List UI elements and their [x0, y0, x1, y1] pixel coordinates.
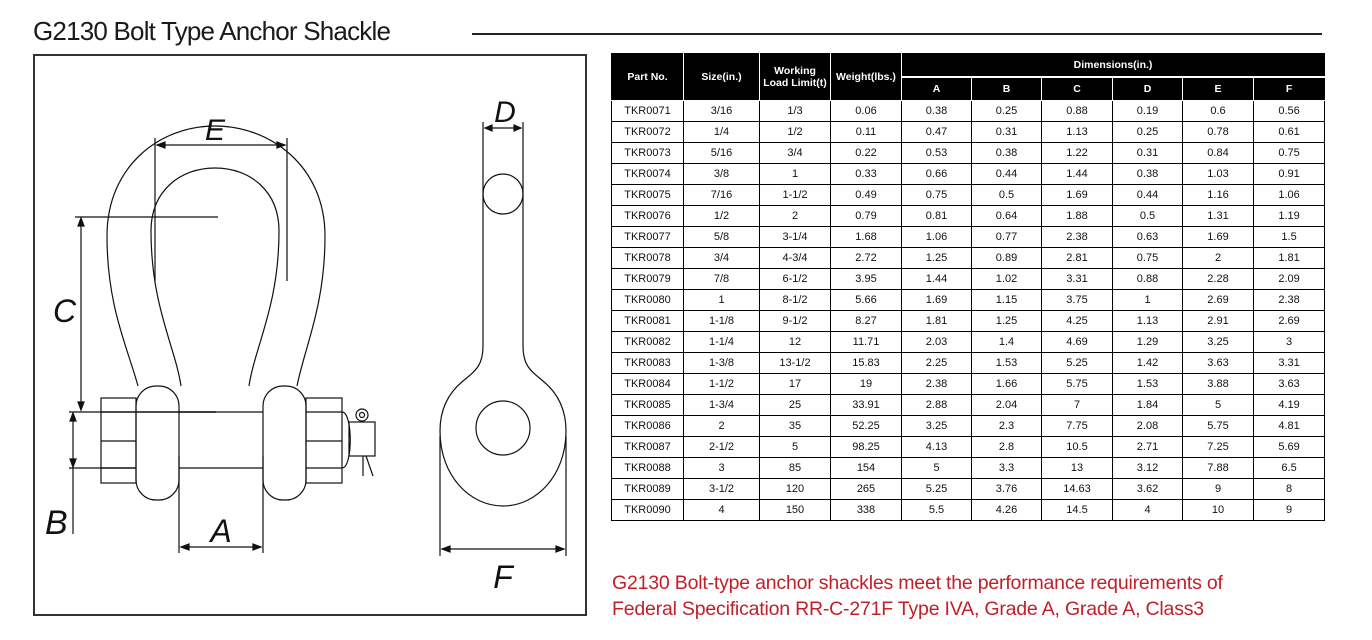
table-row: [612, 290, 1325, 311]
cell-working-load-limit: 3/4: [760, 143, 831, 164]
cell-dim-b: 0.77: [972, 227, 1042, 248]
header-wll-line1: Working: [774, 64, 816, 77]
cell-working-load-limit: 17: [760, 374, 831, 395]
cell-dim-e: 1.69: [1183, 227, 1254, 248]
cell-dim-a: 0.75: [902, 185, 972, 206]
cell-part-no: TKR0078: [612, 248, 684, 269]
header-working-load-limit: [760, 53, 831, 101]
table-row: [612, 269, 1325, 290]
cell-part-no: TKR0080: [612, 290, 684, 311]
cell-working-load-limit: 120: [760, 479, 831, 500]
cell-dim-f: 8: [1254, 479, 1325, 500]
cell-dim-f: 3.63: [1254, 374, 1325, 395]
cell-dim-b: 1.66: [972, 374, 1042, 395]
cell-weight: 0.33: [831, 164, 902, 185]
table-row: [612, 311, 1325, 332]
cell-dim-a: 5.25: [902, 479, 972, 500]
cell-part-no: TKR0081: [612, 311, 684, 332]
cell-dim-f: 1.19: [1254, 206, 1325, 227]
header-dim-b: B: [972, 77, 1042, 101]
table-row: [612, 500, 1325, 521]
table-row: [612, 101, 1325, 122]
cell-dim-f: 0.75: [1254, 143, 1325, 164]
cell-working-load-limit: 1: [760, 164, 831, 185]
cell-dim-a: 2.38: [902, 374, 972, 395]
cell-dim-f: 3: [1254, 332, 1325, 353]
svg-text:B: B: [45, 504, 68, 542]
header-dimensions: Dimensions(in.): [902, 53, 1325, 77]
dimension-a: [179, 456, 263, 553]
cell-dim-c: 14.5: [1042, 500, 1113, 521]
cell-weight: 15.83: [831, 353, 902, 374]
cell-dim-b: 2.04: [972, 395, 1042, 416]
cell-dim-d: 1.53: [1113, 374, 1183, 395]
cell-dim-a: 2.25: [902, 353, 972, 374]
cell-part-no: TKR0079: [612, 269, 684, 290]
cell-size: 7/16: [684, 185, 760, 206]
cell-working-load-limit: 12: [760, 332, 831, 353]
table-row: [612, 185, 1325, 206]
cell-weight: 3.95: [831, 269, 902, 290]
cell-dim-c: 1.88: [1042, 206, 1113, 227]
table-row: [612, 437, 1325, 458]
cell-size: 2-1/2: [684, 437, 760, 458]
cell-size: 5/16: [684, 143, 760, 164]
cell-dim-d: 0.19: [1113, 101, 1183, 122]
cell-dim-b: 1.25: [972, 311, 1042, 332]
cell-dim-e: 0.78: [1183, 122, 1254, 143]
cell-dim-a: 5.5: [902, 500, 972, 521]
cell-weight: 0.22: [831, 143, 902, 164]
cell-dim-b: 0.25: [972, 101, 1042, 122]
cell-dim-a: 0.81: [902, 206, 972, 227]
cell-dim-b: 0.89: [972, 248, 1042, 269]
cell-dim-f: 3.31: [1254, 353, 1325, 374]
table-row: [612, 227, 1325, 248]
header-dim-c: C: [1042, 77, 1113, 101]
table-row: [612, 248, 1325, 269]
cell-working-load-limit: 85: [760, 458, 831, 479]
cell-size: 3/16: [684, 101, 760, 122]
cell-dim-f: 0.91: [1254, 164, 1325, 185]
cell-dim-d: 0.5: [1113, 206, 1183, 227]
title-divider: [472, 33, 1322, 35]
header-wll-line2: Load Limit(t): [763, 76, 827, 89]
cell-dim-e: 5.75: [1183, 416, 1254, 437]
cell-dim-a: 0.66: [902, 164, 972, 185]
cell-size: 1/4: [684, 122, 760, 143]
cell-dim-c: 2.38: [1042, 227, 1113, 248]
cell-dim-e: 1.03: [1183, 164, 1254, 185]
cell-part-no: TKR0083: [612, 353, 684, 374]
header-dim-a: A: [902, 77, 972, 101]
cell-dim-d: 1.29: [1113, 332, 1183, 353]
cell-part-no: TKR0089: [612, 479, 684, 500]
cell-dim-d: 0.75: [1113, 248, 1183, 269]
cell-dim-b: 0.44: [972, 164, 1042, 185]
header-dim-d: D: [1113, 77, 1183, 101]
cell-weight: 338: [831, 500, 902, 521]
cell-dim-c: 2.81: [1042, 248, 1113, 269]
cell-dim-c: 1.22: [1042, 143, 1113, 164]
cell-dim-d: 3.12: [1113, 458, 1183, 479]
cell-dim-b: 0.5: [972, 185, 1042, 206]
cell-working-load-limit: 5: [760, 437, 831, 458]
table-row: [612, 122, 1325, 143]
cell-dim-c: 5.75: [1042, 374, 1113, 395]
cell-dim-f: 4.19: [1254, 395, 1325, 416]
header-dim-f: F: [1254, 77, 1325, 101]
cell-part-no: TKR0073: [612, 143, 684, 164]
cell-dim-c: 3.75: [1042, 290, 1113, 311]
cell-working-load-limit: 4-3/4: [760, 248, 831, 269]
cell-dim-d: 0.44: [1113, 185, 1183, 206]
cell-weight: 2.72: [831, 248, 902, 269]
cell-size: 1-1/2: [684, 374, 760, 395]
cell-part-no: TKR0084: [612, 374, 684, 395]
cell-dim-a: 0.47: [902, 122, 972, 143]
cell-dim-b: 1.02: [972, 269, 1042, 290]
cell-weight: 0.79: [831, 206, 902, 227]
table-row: [612, 374, 1325, 395]
cell-dim-b: 3.76: [972, 479, 1042, 500]
cell-dim-e: 2.91: [1183, 311, 1254, 332]
cell-size: 1-1/4: [684, 332, 760, 353]
cell-part-no: TKR0076: [612, 206, 684, 227]
cell-weight: 0.49: [831, 185, 902, 206]
cell-dim-d: 1: [1113, 290, 1183, 311]
shackle-technical-drawing: [33, 54, 587, 616]
cell-dim-f: 9: [1254, 500, 1325, 521]
cell-dim-b: 4.26: [972, 500, 1042, 521]
cell-dim-b: 0.38: [972, 143, 1042, 164]
cell-dim-d: 0.63: [1113, 227, 1183, 248]
table-row: [612, 458, 1325, 479]
svg-text:E: E: [204, 114, 226, 147]
shackle-front-view: [101, 126, 375, 500]
cell-dim-e: 2.69: [1183, 290, 1254, 311]
cell-size: 4: [684, 500, 760, 521]
cell-dim-d: 1.84: [1113, 395, 1183, 416]
note-line-1: G2130 Bolt-type anchor shackles meet the performance requirements of: [612, 572, 1223, 594]
cell-dim-f: 1.81: [1254, 248, 1325, 269]
cell-dim-e: 9: [1183, 479, 1254, 500]
header-part-no: Part No.: [612, 53, 684, 101]
cell-dim-d: 0.25: [1113, 122, 1183, 143]
cell-dim-e: 3.88: [1183, 374, 1254, 395]
cell-part-no: TKR0075: [612, 185, 684, 206]
cell-working-load-limit: 6-1/2: [760, 269, 831, 290]
cell-dim-f: 2.69: [1254, 311, 1325, 332]
cell-dim-f: 2.09: [1254, 269, 1325, 290]
cell-size: 3-1/2: [684, 479, 760, 500]
cell-weight: 154: [831, 458, 902, 479]
table-row: [612, 395, 1325, 416]
cell-dim-b: 0.64: [972, 206, 1042, 227]
cell-dim-d: 2.71: [1113, 437, 1183, 458]
header-dim-e: E: [1183, 77, 1254, 101]
cell-dim-d: 0.31: [1113, 143, 1183, 164]
cell-weight: 1.68: [831, 227, 902, 248]
cell-size: 1: [684, 290, 760, 311]
cell-dim-c: 4.69: [1042, 332, 1113, 353]
cell-dim-e: 2: [1183, 248, 1254, 269]
cell-dim-a: 0.38: [902, 101, 972, 122]
cell-dim-e: 0.84: [1183, 143, 1254, 164]
cell-dim-a: 4.13: [902, 437, 972, 458]
cell-dim-f: 2.38: [1254, 290, 1325, 311]
cell-dim-d: 4: [1113, 500, 1183, 521]
cell-part-no: TKR0087: [612, 437, 684, 458]
cell-dim-b: 3.3: [972, 458, 1042, 479]
shackle-side-view: [440, 96, 566, 595]
cell-part-no: TKR0085: [612, 395, 684, 416]
cell-dim-e: 5: [1183, 395, 1254, 416]
cell-size: 1/2: [684, 206, 760, 227]
cell-dim-e: 1.31: [1183, 206, 1254, 227]
cell-weight: 11.71: [831, 332, 902, 353]
cell-dim-a: 2.88: [902, 395, 972, 416]
cell-size: 1-3/8: [684, 353, 760, 374]
cell-dim-c: 3.31: [1042, 269, 1113, 290]
cell-working-load-limit: 150: [760, 500, 831, 521]
table-row: [612, 353, 1325, 374]
cell-size: 3/4: [684, 248, 760, 269]
table-row: [612, 143, 1325, 164]
cell-dim-d: 1.13: [1113, 311, 1183, 332]
cell-dim-c: 1.13: [1042, 122, 1113, 143]
cell-dim-b: 0.31: [972, 122, 1042, 143]
cell-dim-a: 1.44: [902, 269, 972, 290]
cell-weight: 52.25: [831, 416, 902, 437]
cell-dim-a: 1.06: [902, 227, 972, 248]
cell-dim-b: 1.4: [972, 332, 1042, 353]
cell-dim-c: 4.25: [1042, 311, 1113, 332]
table-row: [612, 164, 1325, 185]
cell-dim-b: 2.8: [972, 437, 1042, 458]
cell-dim-e: 0.6: [1183, 101, 1254, 122]
cell-part-no: TKR0082: [612, 332, 684, 353]
table-row: [612, 416, 1325, 437]
cell-dim-c: 10.5: [1042, 437, 1113, 458]
cell-weight: 265: [831, 479, 902, 500]
cell-working-load-limit: 25: [760, 395, 831, 416]
cell-working-load-limit: 8-1/2: [760, 290, 831, 311]
cell-part-no: TKR0086: [612, 416, 684, 437]
cell-working-load-limit: 13-1/2: [760, 353, 831, 374]
cell-size: 3/8: [684, 164, 760, 185]
cell-dim-c: 5.25: [1042, 353, 1113, 374]
cell-dim-c: 0.88: [1042, 101, 1113, 122]
header-weight: Weight(lbs.): [831, 53, 902, 101]
svg-text:A: A: [210, 513, 232, 549]
svg-text:F: F: [493, 559, 513, 595]
cell-weight: 98.25: [831, 437, 902, 458]
cell-dim-b: 1.15: [972, 290, 1042, 311]
cell-part-no: TKR0072: [612, 122, 684, 143]
cell-dim-f: 1.5: [1254, 227, 1325, 248]
header-size: Size(in.): [684, 53, 760, 101]
cell-dim-c: 7: [1042, 395, 1113, 416]
table-row: [612, 479, 1325, 500]
cell-working-load-limit: 3-1/4: [760, 227, 831, 248]
svg-text:D: D: [494, 96, 516, 129]
cell-dim-e: 3.25: [1183, 332, 1254, 353]
cell-size: 1-1/8: [684, 311, 760, 332]
table-row: [612, 206, 1325, 227]
cell-part-no: TKR0071: [612, 101, 684, 122]
cell-dim-c: 13: [1042, 458, 1113, 479]
cell-size: 2: [684, 416, 760, 437]
cell-dim-a: 3.25: [902, 416, 972, 437]
dimension-b: [45, 412, 101, 542]
cell-size: 7/8: [684, 269, 760, 290]
cell-dim-e: 2.28: [1183, 269, 1254, 290]
cell-dim-e: 7.25: [1183, 437, 1254, 458]
cell-dim-a: 1.69: [902, 290, 972, 311]
cell-working-load-limit: 1-1/2: [760, 185, 831, 206]
note-line-2: Federal Specification RR-C-271F Type IVA, Grade A, Grade A, Class3: [612, 598, 1204, 620]
specification-table: [611, 53, 1325, 521]
cell-weight: 33.91: [831, 395, 902, 416]
table-row: [612, 332, 1325, 353]
cell-dim-f: 1.06: [1254, 185, 1325, 206]
cell-dim-b: 2.3: [972, 416, 1042, 437]
cell-dim-e: 10: [1183, 500, 1254, 521]
cell-dim-e: 1.16: [1183, 185, 1254, 206]
cell-part-no: TKR0088: [612, 458, 684, 479]
cell-working-load-limit: 2: [760, 206, 831, 227]
cell-dim-a: 1.81: [902, 311, 972, 332]
cell-dim-a: 5: [902, 458, 972, 479]
cell-part-no: TKR0074: [612, 164, 684, 185]
cell-dim-a: 2.03: [902, 332, 972, 353]
cell-weight: 0.06: [831, 101, 902, 122]
cell-dim-d: 0.88: [1113, 269, 1183, 290]
cell-weight: 5.66: [831, 290, 902, 311]
cell-dim-d: 0.38: [1113, 164, 1183, 185]
cell-dim-d: 2.08: [1113, 416, 1183, 437]
cell-dim-c: 7.75: [1042, 416, 1113, 437]
page-title: G2130 Bolt Type Anchor Shackle: [33, 16, 391, 46]
cell-working-load-limit: 1/3: [760, 101, 831, 122]
cell-dim-e: 3.63: [1183, 353, 1254, 374]
cell-size: 1-3/4: [684, 395, 760, 416]
cell-dim-c: 14.63: [1042, 479, 1113, 500]
cell-size: 5/8: [684, 227, 760, 248]
cell-dim-f: 0.56: [1254, 101, 1325, 122]
cell-dim-d: 1.42: [1113, 353, 1183, 374]
dimension-c: [53, 217, 218, 410]
cell-dim-a: 0.53: [902, 143, 972, 164]
cell-working-load-limit: 1/2: [760, 122, 831, 143]
specification-note: [612, 570, 1223, 622]
cell-dim-f: 4.81: [1254, 416, 1325, 437]
cell-dim-f: 5.69: [1254, 437, 1325, 458]
cell-dim-f: 0.61: [1254, 122, 1325, 143]
cell-dim-e: 7.88: [1183, 458, 1254, 479]
cell-dim-d: 3.62: [1113, 479, 1183, 500]
cell-weight: 8.27: [831, 311, 902, 332]
svg-text:C: C: [53, 293, 77, 329]
cell-weight: 19: [831, 374, 902, 395]
cell-dim-b: 1.53: [972, 353, 1042, 374]
cell-dim-c: 1.69: [1042, 185, 1113, 206]
cell-working-load-limit: 9-1/2: [760, 311, 831, 332]
cell-part-no: TKR0090: [612, 500, 684, 521]
cell-part-no: TKR0077: [612, 227, 684, 248]
cell-dim-a: 1.25: [902, 248, 972, 269]
cell-size: 3: [684, 458, 760, 479]
cell-weight: 0.11: [831, 122, 902, 143]
cell-dim-c: 1.44: [1042, 164, 1113, 185]
cell-dim-f: 6.5: [1254, 458, 1325, 479]
cell-working-load-limit: 35: [760, 416, 831, 437]
